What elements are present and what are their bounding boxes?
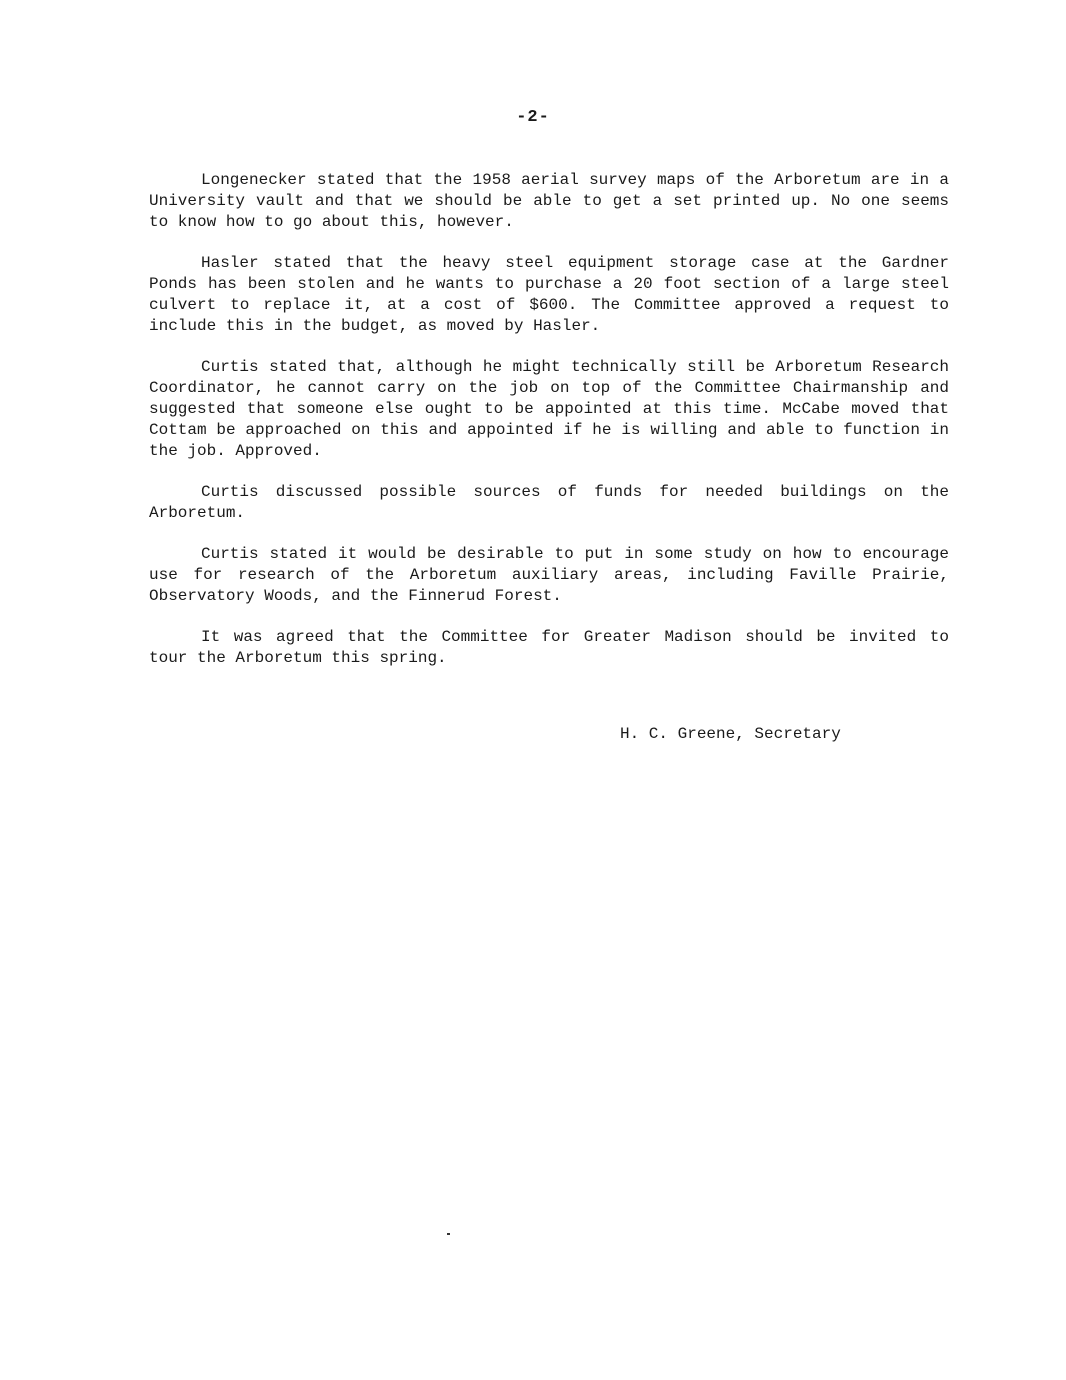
- signature-line: H. C. Greene, Secretary: [620, 725, 841, 743]
- page-number: -2-: [516, 108, 550, 127]
- minutes-body: [149, 170, 949, 689]
- paragraph-greater-madison-tour: It was agreed that the Committee for Greater Madison should be invited to tour the Arboretum this spring.: [149, 628, 949, 667]
- paragraph-aerial-survey-maps: Longenecker stated that the 1958 aerial survey maps of the Arboretum are in a University vault and that we should be able to get a set printed up. No one seems to know how to go about this, however.: [149, 171, 949, 231]
- paragraph-building-funds: Curtis discussed possible sources of funds for needed buildings on the Arboretum.: [149, 483, 949, 522]
- scan-speck: [447, 1233, 450, 1235]
- paragraph-research-coordinator: Curtis stated that, although he might technically still be Arboretum Research Coordinator, he cannot carry on the job on top of the Committee Chairmanship and suggested that someone else ought to be appointed at this time. McCabe moved that Cottam be approached on this and appointed if he is willing and able to function in the job. Approved.: [149, 358, 949, 460]
- paragraph-storage-case: Hasler stated that the heavy steel equipment storage case at the Gardner Ponds has been stolen and he wants to purchase a 20 foot section of a large steel culvert to replace it, at a cost of $600. The Committee approved a request to include this in the budget, as moved by Hasler.: [149, 254, 949, 335]
- paragraph-auxiliary-areas: Curtis stated it would be desirable to put in some study on how to encourage use for research of the Arboretum auxiliary areas, including Faville Prairie, Observatory Woods, and the Finnerud Forest.: [149, 545, 949, 605]
